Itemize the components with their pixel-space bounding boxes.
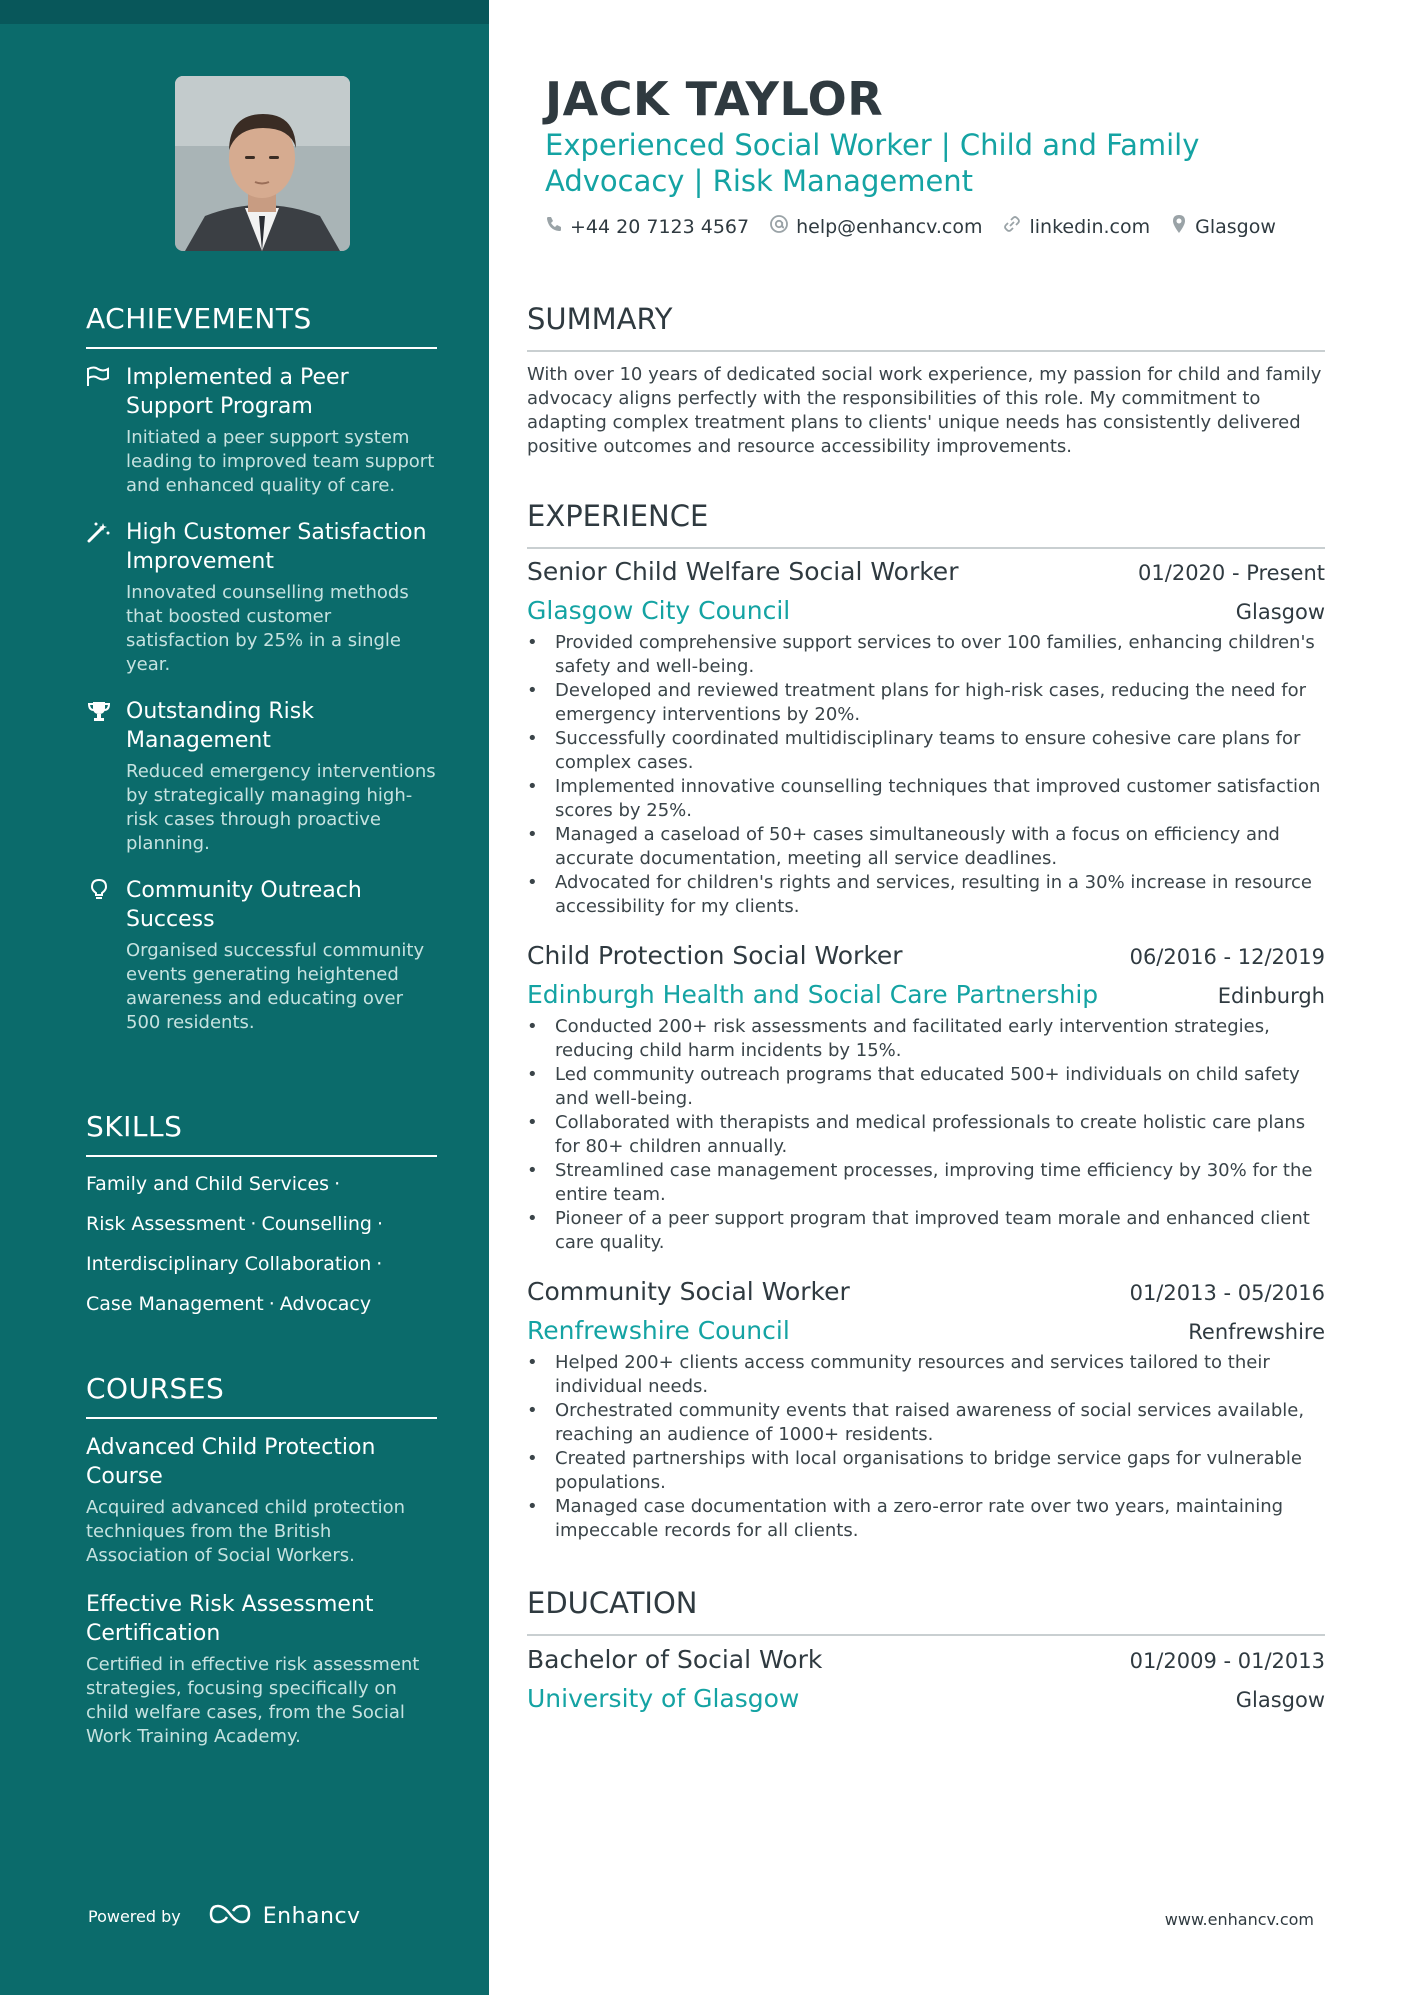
- education-entry: [527, 1645, 1325, 1713]
- skill-tag: Advocacy: [279, 1293, 372, 1315]
- job-dates: 01/2020 - Present: [1138, 561, 1325, 585]
- job-bullet: • Managed a caseload of 50+ cases simultaneously with a focus on efficiency and accurate documentation, meeting all service deadlines.: [527, 823, 1325, 871]
- course-title: Effective Risk Assessment Certification: [86, 1592, 374, 1646]
- job-bullets: [527, 631, 1325, 919]
- job-dates: 01/2013 - 05/2016: [1129, 1281, 1325, 1305]
- location-text: Glasgow: [1195, 215, 1276, 238]
- course-item: [86, 1590, 437, 1749]
- job-bullet: • Created partnerships with local organisations to bridge service gaps for vulnerable populations.: [527, 1447, 1325, 1495]
- job-bullet: • Helped 200+ clients access community resources and services tailored to their individual needs.: [527, 1351, 1325, 1399]
- courses-section: [86, 1372, 437, 1771]
- contact-email[interactable]: [769, 214, 982, 239]
- achievement-item: [86, 518, 437, 677]
- phone-text: +44 20 7123 4567: [570, 215, 750, 238]
- course-item: [86, 1433, 437, 1568]
- skill-tag: Risk Assessment: [86, 1213, 246, 1235]
- at-icon: [769, 214, 796, 239]
- job-bullet: • Successfully coordinated multidisciplinary teams to ensure cohesive care plans for complex cases.: [527, 727, 1325, 775]
- job-company: Renfrewshire Council: [527, 1316, 790, 1345]
- education-location: Glasgow: [1235, 1688, 1325, 1712]
- job-location: Renfrewshire: [1188, 1320, 1325, 1344]
- achievement-desc: Innovated counselling methods that boosted customer satisfaction by 25% in a single year.: [126, 582, 409, 675]
- summary-heading: SUMMARY: [527, 302, 1325, 352]
- achievements-section: [86, 302, 437, 1055]
- summary-text: With over 10 years of dedicated social work experience, my passion for child and family advocacy aligns perfectly with the responsibilities of this role. My commitment to adapting complex treatment plans to clients' unique needs has consistently delivered positive outcomes and resource accessibility improvements.: [527, 364, 1322, 457]
- job-bullet: • Collaborated with therapists and medical professionals to create holistic care plans for 80+ children annually.: [527, 1111, 1325, 1159]
- phone-icon: [545, 215, 570, 238]
- education-degree: Bachelor of Social Work: [527, 1645, 823, 1674]
- powered-by: [88, 1902, 361, 1930]
- job-bullet: • Managed case documentation with a zero-error rate over two years, maintaining impeccable records for all clients.: [527, 1495, 1325, 1543]
- job-bullets: [527, 1015, 1325, 1255]
- skill-row: [86, 1291, 437, 1317]
- powered-by-label: Powered by: [88, 1906, 181, 1926]
- achievement-item: [86, 697, 437, 856]
- sidebar-top-bar: [0, 0, 489, 24]
- job-company: Edinburgh Health and Social Care Partnership: [527, 980, 1099, 1009]
- skill-tag: Family and Child Services: [86, 1173, 330, 1195]
- skills-section: [86, 1110, 437, 1331]
- job-bullet: • Advocated for children's rights and services, resulting in a 30% increase in resource accessibility for my clients.: [527, 871, 1325, 919]
- job-entry: [527, 941, 1325, 1255]
- job-role: Child Protection Social Worker: [527, 941, 903, 970]
- job-bullet: • Pioneer of a peer support program that improved team morale and enhanced client care quality.: [527, 1207, 1325, 1255]
- profile-photo: [175, 76, 350, 251]
- job-company: Glasgow City Council: [527, 596, 791, 625]
- education-dates: 01/2009 - 01/2013: [1129, 1649, 1325, 1673]
- skill-separator: ·: [376, 1253, 383, 1275]
- achievement-title: Community Outreach Success: [126, 878, 362, 932]
- enhancv-logo-icon: [207, 1902, 253, 1930]
- linkedin-text: linkedin.com: [1029, 215, 1151, 238]
- education-school: University of Glasgow: [527, 1684, 800, 1713]
- skill-separator: ·: [334, 1173, 341, 1195]
- skill-row: [86, 1251, 437, 1277]
- job-bullet: • Conducted 200+ risk assessments and facilitated early intervention strategies, reducing child harm incidents by 15%.: [527, 1015, 1325, 1063]
- job-role: Senior Child Welfare Social Worker: [527, 557, 959, 586]
- achievement-item: [86, 876, 437, 1035]
- job-bullet: • Orchestrated community events that raised awareness of social services available, reaching an audience of 1000+ residents.: [527, 1399, 1325, 1447]
- job-dates: 06/2016 - 12/2019: [1129, 945, 1325, 969]
- skill-row: [86, 1211, 437, 1237]
- job-bullet: • Led community outreach programs that educated 500+ individuals on child safety and well-being.: [527, 1063, 1325, 1111]
- course-desc: Acquired advanced child protection techniques from the British Association of Social Workers.: [86, 1497, 406, 1566]
- sidebar: [0, 0, 489, 1995]
- trophy-icon: [86, 700, 112, 722]
- location-pin-icon: [1170, 214, 1195, 239]
- contact-bar: [545, 214, 1296, 239]
- education-heading: EDUCATION: [527, 1586, 1325, 1636]
- job-bullet: • Streamlined case management processes, improving time efficiency by 30% for the entire team.: [527, 1159, 1325, 1207]
- email-text: help@enhancv.com: [796, 215, 983, 238]
- achievement-desc: Initiated a peer support system leading to improved team support and enhanced quality of care.: [126, 427, 435, 496]
- skill-separator: ·: [268, 1293, 275, 1315]
- job-bullets: [527, 1351, 1325, 1543]
- skill-separator: ·: [376, 1213, 384, 1235]
- contact-location: [1170, 214, 1276, 239]
- contact-linkedin[interactable]: [1002, 214, 1150, 239]
- course-title: Advanced Child Protection Course: [86, 1435, 376, 1489]
- job-role: Community Social Worker: [527, 1277, 850, 1306]
- enhancv-brand-name: Enhancv: [262, 1903, 361, 1929]
- achievement-desc: Reduced emergency interventions by strategically managing high-risk cases through proactive planning.: [126, 761, 436, 854]
- enhancv-logo[interactable]: [207, 1902, 361, 1930]
- lightbulb-icon: [86, 879, 112, 901]
- job-location: Glasgow: [1235, 600, 1325, 624]
- skill-row: [86, 1171, 437, 1197]
- skill-separator: ·: [250, 1213, 257, 1235]
- flag-icon: [86, 366, 112, 388]
- achievement-title: Implemented a Peer Support Program: [126, 365, 349, 419]
- job-bullet: • Developed and reviewed treatment plans for high-risk cases, reducing the need for emergency interventions by 20%.: [527, 679, 1325, 727]
- skill-tag: Case Management: [86, 1293, 264, 1315]
- skill-tag: Interdisciplinary Collaboration: [86, 1253, 372, 1275]
- footer-url[interactable]: www.enhancv.com: [1164, 1910, 1314, 1929]
- contact-phone[interactable]: [545, 215, 749, 238]
- experience-heading: EXPERIENCE: [527, 499, 1325, 549]
- achievements-heading: ACHIEVEMENTS: [86, 302, 437, 349]
- achievement-title: Outstanding Risk Management: [126, 699, 314, 753]
- link-icon: [1002, 214, 1029, 239]
- achievement-item: [86, 363, 437, 498]
- candidate-name: JACK TAYLOR: [545, 72, 884, 126]
- candidate-title: Experienced Social Worker | Child and Family Advocacy | Risk Management: [545, 128, 1200, 198]
- skills-heading: SKILLS: [86, 1110, 437, 1157]
- courses-heading: COURSES: [86, 1372, 437, 1419]
- course-desc: Certified in effective risk assessment strategies, focusing specifically on child welfare cases, from the Social Work Training Academy.: [86, 1654, 420, 1747]
- achievement-title: High Customer Satisfaction Improvement: [126, 520, 427, 574]
- job-entry: [527, 1277, 1325, 1543]
- skill-tag: Counselling: [261, 1213, 372, 1235]
- job-entry: [527, 557, 1325, 919]
- magic-wand-icon: [86, 521, 112, 543]
- job-bullet: • Implemented innovative counselling techniques that improved customer satisfaction scores by 25%.: [527, 775, 1325, 823]
- job-location: Edinburgh: [1217, 984, 1325, 1008]
- achievement-desc: Organised successful community events generating heightened awareness and educating over 500 residents.: [126, 940, 425, 1033]
- job-bullet: • Provided comprehensive support services to over 100 families, enhancing children's safety and well-being.: [527, 631, 1325, 679]
